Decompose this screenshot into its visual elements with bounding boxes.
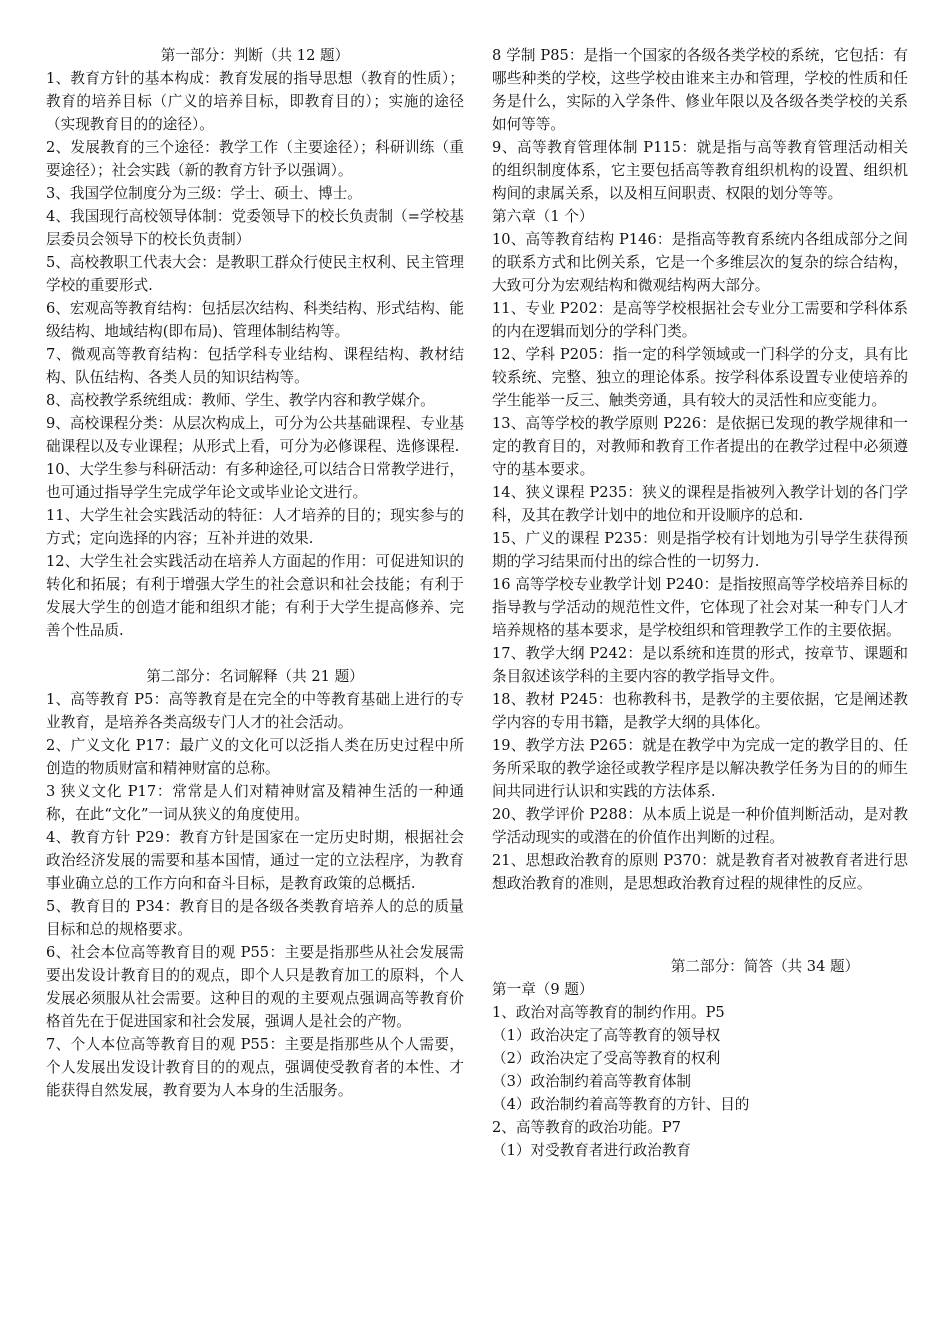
list-item: （3）政治制约着高等教育体制 — [492, 1073, 692, 1090]
list-item: 1、政治对高等教育的制约作用。P5 — [492, 1004, 725, 1021]
list-item: （2）政治决定了受高等教育的权利 — [492, 1050, 721, 1067]
paragraph: 4、教育方针 P29：教育方针是国家在一定历史时期，根据社会政治经济发展的需要和基本国情，通过一定的立法程序，为教育事业确立总的工作方向和奋斗目标，是教育政策的总概括. — [46, 829, 464, 892]
chapter-heading: 第一章（9 题） — [492, 981, 594, 998]
paragraph: 17、教学大纲 P242：是以系统和连贯的形式，按章节、课题和条目叙述该学科的主要内容的教学指导文件。 — [492, 645, 908, 685]
paragraph: 2、发展教育的三个途径：教学工作（主要途径）；科研训练（重要途径）；社会实践（新的教育方针予以强调）。 — [46, 139, 464, 179]
list-item: 2、高等教育的政治功能。P7 — [492, 1119, 681, 1136]
right-column — [492, 44, 908, 1162]
paragraph: 6、社会本位高等教育目的观 P55：主要是指那些从社会发展需要出发设计教育目的的观点，即个人只是教育加工的原料，个人发展必须服从社会需要。这种目的观的主要观点强调高等教育价格首先在于促进国家和社会发展，强调人是社会的产物。 — [46, 944, 464, 1030]
paragraph: 15、广义的课程 P235：则是指学校有计划地为引导学生获得预期的学习结果而付出的综合性的一切努力. — [492, 530, 908, 570]
paragraph: 10、大学生参与科研活动：有多种途径,可以结合日常教学进行，也可通过指导学生完成学年论文或毕业论文进行。 — [46, 461, 464, 501]
paragraph: 19、教学方法 P265：就是在教学中为完成一定的教学目的、任务所采取的教学途径或教学程序是以解决教学任务为目的的师生间共同进行认识和实践的方法体系. — [492, 737, 908, 800]
paragraph: 10、高等教育结构 P146：是指高等教育系统内各组成部分之间的联系方式和比例关系，它是一个多维层次的复杂的综合结构，大致可分为宏观结构和微观结构两大部分。 — [492, 231, 908, 294]
paragraph: 21、思想政治教育的原则 P370：就是教育者对被教育者进行思想政治教育的准则，是思想政治教育过程的规律性的反应。 — [492, 852, 908, 892]
paragraph: 1、高等教育 P5：高等教育是在完全的中等教育基础上进行的专业教育，是培养各类高级专门人才的社会活动。 — [46, 691, 464, 731]
list-item: （1）政治决定了高等教育的领导权 — [492, 1027, 721, 1044]
paragraph: 3、我国学位制度分为三级：学士、硕士、博士。 — [46, 185, 362, 202]
paragraph: 3 狭义文化 P17：常常是人们对精神财富及精神生活的一种通称，在此“文化”一词从狭义的角度使用。 — [46, 783, 464, 823]
paragraph: 12、大学生社会实践活动在培养人方面起的作用：可促进知识的转化和拓展；有利于增强大学生的社会意识和社会技能；有利于发展大学生的创造才能和组织才能；有利于大学生提高修养、完善个性品质. — [46, 553, 464, 639]
paragraph: 6、宏观高等教育结构：包括层次结构、科类结构、形式结构、能级结构、地域结构(即布局)、管理体制结构等。 — [46, 300, 464, 340]
paragraph: 11、大学生社会实践活动的特征：人才培养的目的；现实参与的方式；定向选择的内容；互补并进的效果. — [46, 507, 464, 547]
chapter-heading: 第六章（1 个） — [492, 208, 594, 225]
paragraph: 4、我国现行高校领导体制：党委领导下的校长负责制（=学校基层委员会领导下的校长负责制） — [46, 208, 464, 248]
paragraph: 11、专业 P202：是高等学校根据社会专业分工需要和学科体系的内在逻辑而划分的学科门类。 — [492, 300, 908, 340]
paragraph: 16 高等学校专业教学计划 P240：是指按照高等学校培养目标的指导教与学活动的规范性文件，它体现了社会对某一种专门人才培养规格的基本要求，是学校组织和管理教学工作的主要依据。 — [492, 576, 908, 639]
list-item: （4）政治制约着高等教育的方针、目的 — [492, 1096, 750, 1113]
section-title-terms: 第二部分：名词解释（共 21 题） — [146, 668, 364, 685]
paragraph: 7、微观高等教育结构：包括学科专业结构、课程结构、教材结构、队伍结构、各类人员的知识结构等。 — [46, 346, 464, 386]
paragraph: 8、高校教学系统组成：教师、学生、教学内容和教学媒介。 — [46, 392, 435, 409]
paragraph: 13、高等学校的教学原则 P226：是依据已发现的教学规律和一定的教育目的，对教师和教育工作者提出的在教学过程中必须遵守的基本要求。 — [492, 415, 908, 478]
list-item: （1）对受教育者进行政治教育 — [492, 1142, 692, 1159]
paragraph: 9、高等教育管理体制 P115：就是指与高等教育管理活动相关的组织制度体系，它主要包括高等教育组织机构的设置、组织机构间的隶属关系，以及相互间职责、权限的划分等等。 — [492, 139, 908, 202]
paragraph: 12、学科 P205：指一定的科学领域或一门科学的分支，具有比较系统、完整、独立的理论体系。按学科体系设置专业使培养的学生能举一反三、触类旁通，具有较大的灵活性和应变能力。 — [492, 346, 908, 409]
section-title-short-answer: 第二部分：简答（共 34 题） — [670, 958, 860, 975]
paragraph: 2、广义文化 P17：最广义的文化可以泛指人类在历史过程中所创造的物质财富和精神财富的总称。 — [46, 737, 464, 777]
left-column — [46, 44, 464, 1102]
paragraph: 14、狭义课程 P235：狭义的课程是指被列入教学计划的各门学科，及其在教学计划中的地位和开设顺序的总和. — [492, 484, 908, 524]
paragraph: 18、教材 P245：也称教科书，是教学的主要依据，它是阐述教学内容的专用书籍，是教学大纲的具体化。 — [492, 691, 908, 731]
paragraph: 8 学制 P85：是指一个国家的各级各类学校的系统，它包括：有哪些种类的学校，这些学校由谁来主办和管理，学校的性质和任务是什么，实际的入学条件、修业年限以及各级各类学校的关系如何等等。 — [492, 47, 908, 133]
paragraph: 5、高校教职工代表大会：是教职工群众行使民主权利、民主管理学校的重要形式. — [46, 254, 464, 294]
paragraph: 7、个人本位高等教育目的观 P55：主要是指那些从个人需要，个人发展出发设计教育目的的观点，强调使受教育者的本性、才能获得自然发展，教育要为人本身的生活服务。 — [46, 1036, 464, 1099]
section-title-judgement: 第一部分：判断（共 12 题） — [160, 47, 350, 64]
paragraph: 20、教学评价 P288：从本质上说是一种价值判断活动，是对教学活动现实的或潜在的价值作出判断的过程。 — [492, 806, 908, 846]
paragraph: 9、高校课程分类：从层次构成上，可分为公共基础课程、专业基础课程以及专业课程；从形式上看，可分为必修课程、选修课程. — [46, 415, 464, 455]
paragraph: 5、教育目的 P34：教育目的是各级各类教育培养人的总的质量目标和总的规格要求。 — [46, 898, 464, 938]
paragraph: 1、教育方针的基本构成：教育发展的指导思想（教育的性质）；教育的培养目标（广义的培养目标，即教育目的）；实施的途径（实现教育目的的途径）。 — [46, 70, 464, 133]
